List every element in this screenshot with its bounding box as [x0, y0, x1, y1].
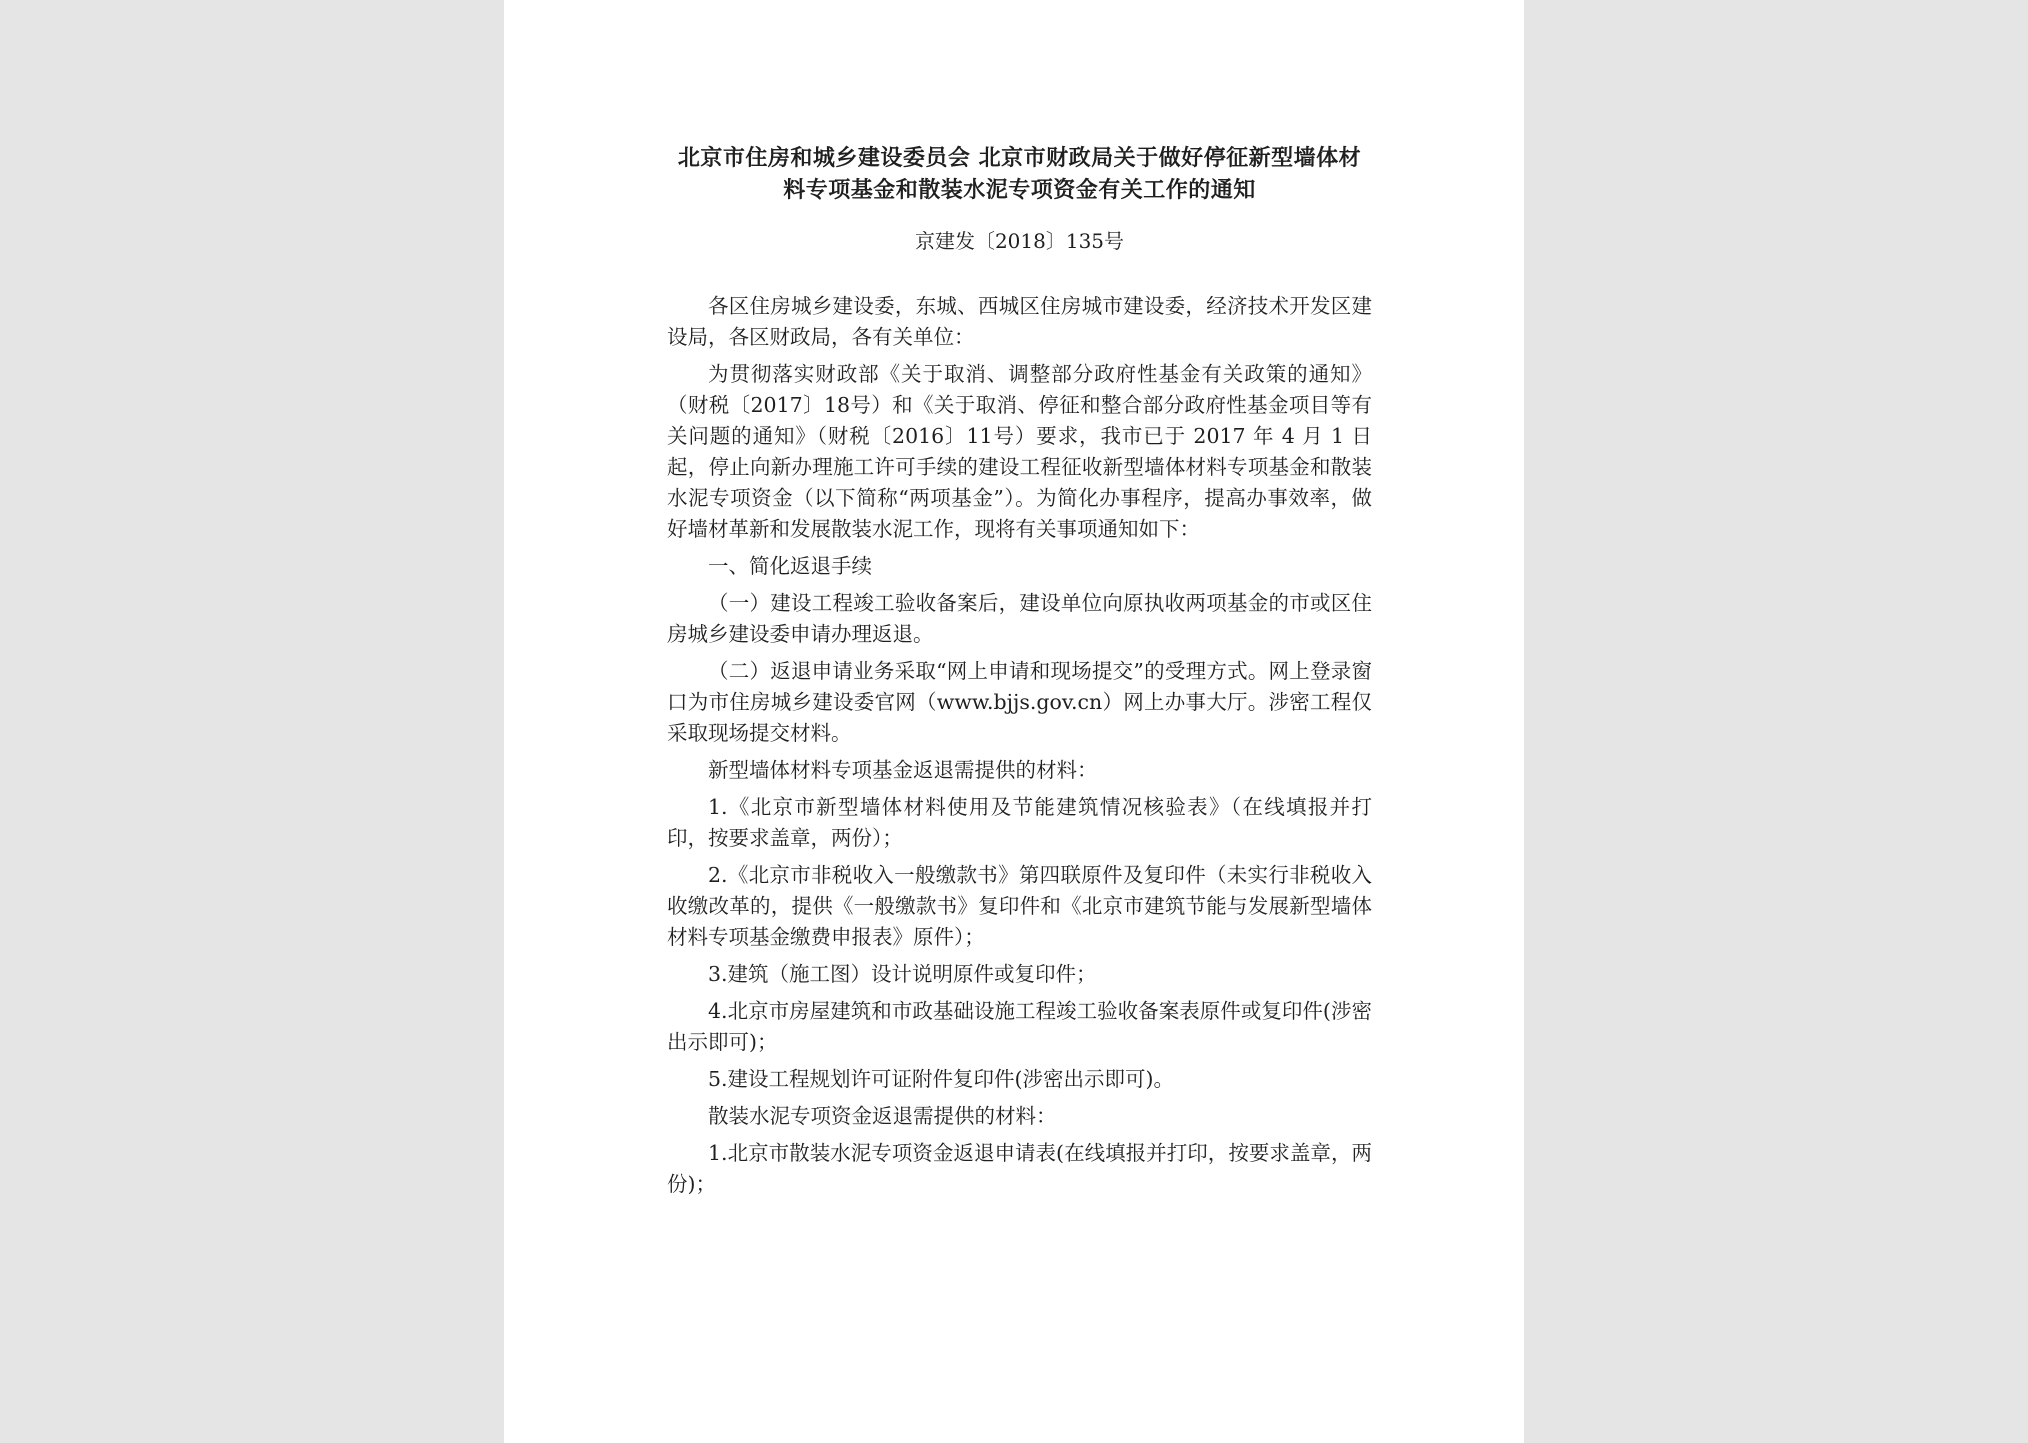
- document-page: [504, 0, 1524, 1443]
- list-item: 1.北京市散装水泥专项资金返退申请表(在线填报并打印，按要求盖章，两份)；: [667, 1141, 1372, 1196]
- subsection-heading: 散装水泥专项资金返退需提供的材料：: [708, 1104, 1057, 1128]
- body-paragraph: 为贯彻落实财政部《关于取消、调整部分政府性基金有关政策的通知》（财税〔2017〕18号）和《关于取消、停征和整合部分政府性基金项目等有关问题的通知》（财税〔2016〕11号）要求，我市已于 2017 年 4 月 1 日起，停止向新办理施工许可手续的建设工程征收新型墙体材料专项基金和散装水泥专项资金（以下简称“两项基金”）。为简化办事程序，提高办事效率，做好墙材革新和发展散装水泥工作，现将有关事项通知如下：: [667, 362, 1372, 541]
- subsection-heading: 新型墙体材料专项基金返退需提供的材料：: [708, 758, 1098, 782]
- body-paragraph: （一）建设工程竣工验收备案后，建设单位向原执收两项基金的市或区住房城乡建设委申请办理返退。: [667, 591, 1372, 646]
- section-heading: 一、简化返退手续: [708, 554, 872, 578]
- list-item: 4.北京市房屋建筑和市政基础设施工程竣工验收备案表原件或复印件(涉密出示即可)；: [667, 999, 1372, 1054]
- list-item: 2.《北京市非税收入一般缴款书》第四联原件及复印件（未实行非税收入收缴改革的，提供《一般缴款书》复印件和《北京市建筑节能与发展新型墙体材料专项基金缴费申报表》原件）；: [667, 863, 1372, 949]
- body-paragraph: （二）返退申请业务采取“网上申请和现场提交”的受理方式。网上登录窗口为市住房城乡建设委官网（www.bjjs.gov.cn）网上办事大厅。涉密工程仅采取现场提交材料。: [667, 659, 1372, 745]
- list-item: 3.建筑（施工图）设计说明原件或复印件；: [708, 962, 1097, 986]
- document-title: 北京市住房和城乡建设委员会 北京市财政局关于做好停征新型墙体材料专项基金和散装水泥专项资金有关工作的通知: [677, 145, 1362, 203]
- list-item: 1.《北京市新型墙体材料使用及节能建筑情况核验表》（在线填报并打印，按要求盖章，两份）；: [667, 795, 1372, 850]
- document-number: 京建发〔2018〕135号: [914, 229, 1125, 253]
- list-item: 5.建设工程规划许可证附件复印件(涉密出示即可)。: [708, 1067, 1175, 1091]
- addressee-paragraph: 各区住房城乡建设委，东城、西城区住房城市建设委，经济技术开发区建设局，各区财政局，各有关单位：: [667, 294, 1372, 349]
- document-body: [667, 142, 1372, 1206]
